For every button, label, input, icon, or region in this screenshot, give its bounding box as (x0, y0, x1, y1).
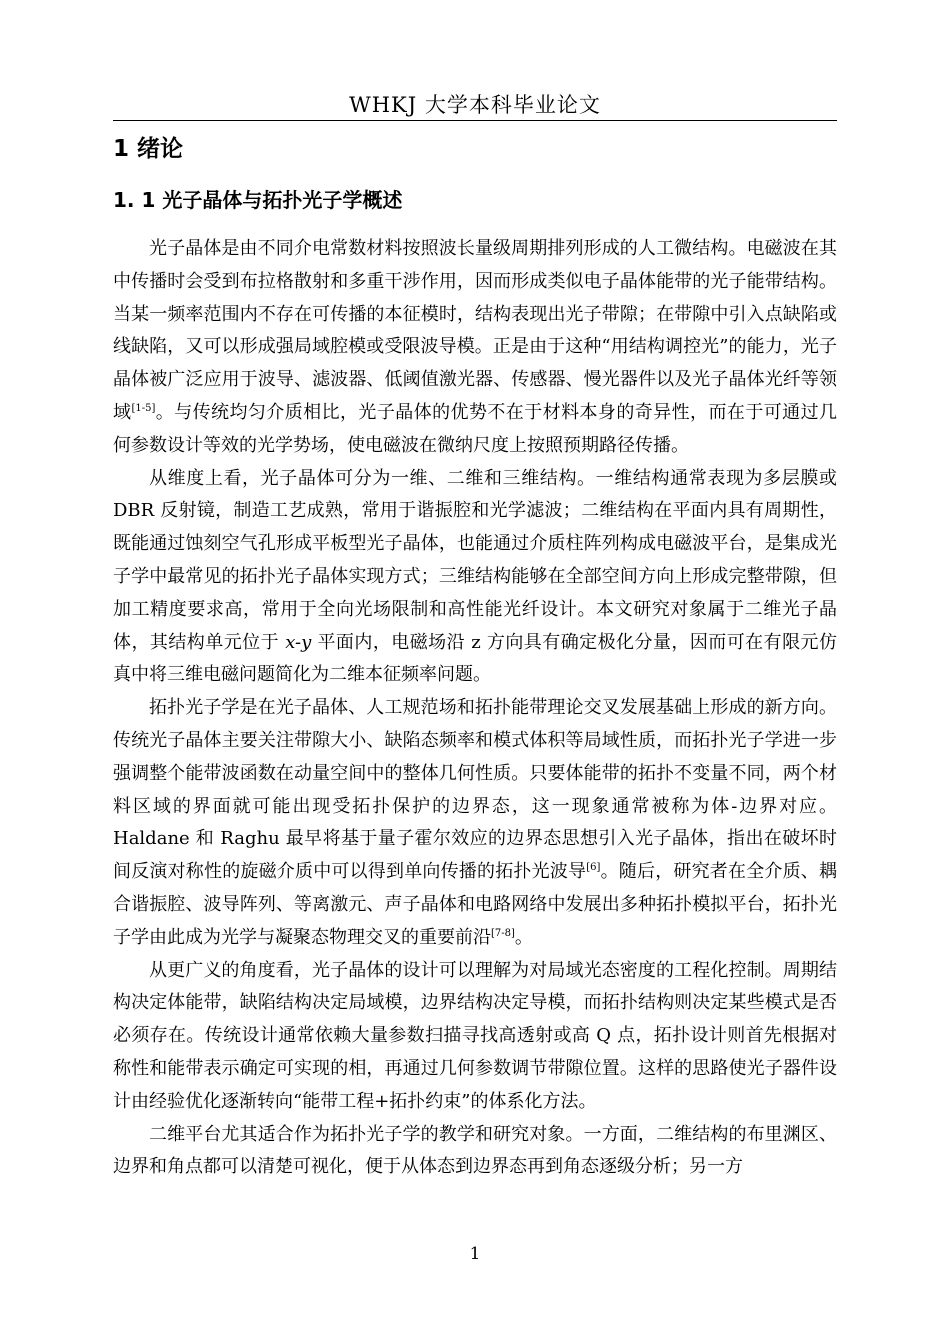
citation: [7-8] (491, 927, 515, 939)
chapter-title: 1 绪论 (113, 136, 184, 162)
section-title: 1. 1 光子晶体与拓扑光子学概述 (113, 188, 403, 212)
paragraph-text: 拓扑光子学是在光子晶体、人工规范场和拓扑能带理论交叉发展基础上形成的新方向。传统光子晶体主要关注带隙大小、缺陷态频率和模式体积等局域性质，而拓扑光子学进一步强调整个能带波函数在动量空间中的整体几何性质。只要体能带的拓扑不变量不同，两个材料区域的界面就可能出现受拓扑保护的边界态，这一现象通常被称为体-边界对应。Haldane 和 Raghu 最早将基于量子霍尔效应的边界态思想引入光子晶体，指出在破坏时间反演对称性的旋磁介质中可以得到单向传播的拓扑光波导 (113, 697, 837, 883)
citation: [6] (586, 862, 601, 874)
paragraph-4 (113, 955, 837, 1119)
body-text (113, 233, 837, 1184)
paragraph-text: 二维平台尤其适合作为拓扑光子学的教学和研究对象。一方面，二维结构的布里渊区、边界和角点都可以清楚可视化，便于从体态到边界态再到角态逐级分析；另一方 (113, 1123, 837, 1178)
page-number: 1 (469, 1244, 481, 1264)
citation: [1-5] (131, 402, 156, 414)
paragraph-3 (113, 692, 837, 954)
paragraph-5 (113, 1119, 837, 1185)
italic-term: x-y (285, 631, 312, 653)
paragraph-text: 。随后，研究者在全介质、耦合谐振腔、波导阵列、等离激元、声子晶体和电路网络中发展出多种拓扑模拟平台，拓扑光子学由此成为光学与凝聚态物理交叉的重要前沿 (113, 861, 837, 948)
paragraph-text: 光子晶体是由不同介电常数材料按照波长量级周期排列形成的人工微结构。电磁波在其中传播时会受到布拉格散射和多重干涉作用，因而形成类似电子晶体能带的光子能带结构。当某一频率范围内不存在可传播的本征模时，结构表现出光子带隙；在带隙中引入点缺陷或线缺陷，又可以形成强局域腔模或受限波导模。正是由于这种“用结构调控光”的能力，光子晶体被广泛应用于波导、滤波器、低阈值激光器、传感器、慢光器件以及光子晶体光纤等领域 (113, 238, 837, 423)
paragraph-text: 从更广义的角度看，光子晶体的设计可以理解为对局域光态密度的工程化控制。周期结构决定体能带，缺陷结构决定局域模，边界结构决定导模，而拓扑结构则决定某些模式是否必须存在。传统设计通常依赖大量参数扫描寻找高透射或高 Q 点，拓扑设计则首先根据对称性和能带表示确定可实现的相，再通过几何参数调节带隙位置。这样的思路使光子器件设计由经验优化逐渐转向“能带工程+拓扑约束”的体系化方法。 (113, 959, 837, 1112)
paragraph-1 (113, 233, 837, 463)
paragraph-text: 平面内，电磁场沿 z 方向具有确定极化分量，因而可在有限元仿真中将三维电磁问题简化为二维本征频率问题。 (113, 631, 837, 686)
paragraph-text: 。 (514, 926, 533, 948)
paragraph-text: 从维度上看，光子晶体可分为一维、二维和三维结构。一维结构通常表现为多层膜或 DBR 反射镜，制造工艺成熟，常用于谐振腔和光学滤波；二维结构在平面内具有周期性，既能通过蚀刻空气孔形成平板型光子晶体，也能通过介质柱阵列构成电磁波平台，是集成光子学中最常见的拓扑光子晶体实现方式；三维结构能够在全部空间方向上形成完整带隙，但加工精度要求高，常用于全向光场限制和高性能光纤设计。本文研究对象属于二维光子晶体，其结构单元位于 (113, 467, 837, 653)
header-rule (113, 120, 837, 121)
paragraph-text: 。与传统均匀介质相比，光子晶体的优势不在于材料本身的奇异性，而在于可通过几何参数设计等效的光学势场，使电磁波在微纳尺度上按照预期路径传播。 (113, 401, 838, 456)
paragraph-2 (113, 463, 837, 693)
running-header: WHKJ 大学本科毕业论文 (349, 93, 601, 117)
